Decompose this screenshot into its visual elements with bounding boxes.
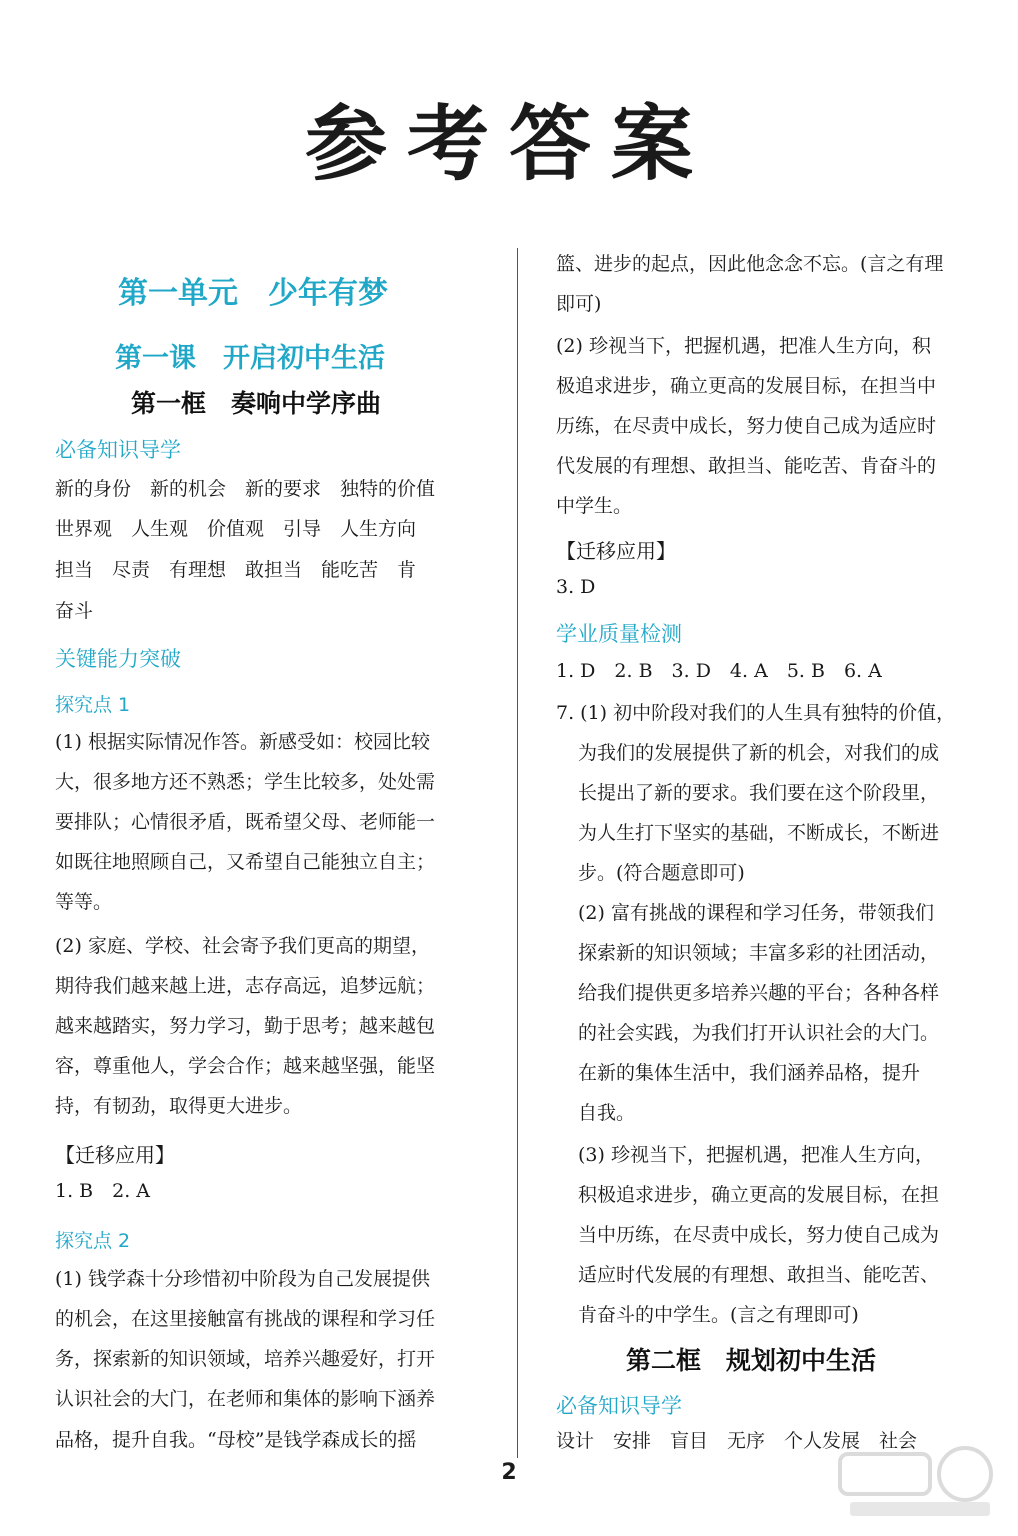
text-line: 新的身份 新的机会 新的要求 独特的价值 bbox=[55, 478, 436, 500]
answer-line: 3. D bbox=[556, 576, 596, 598]
text-line: 为人生打下坚实的基础，不断成长，不断进 bbox=[578, 822, 940, 844]
section-heading: 必备知识导学 bbox=[556, 1394, 682, 1418]
subsection-heading: 探究点 2 bbox=[55, 1230, 131, 1252]
section-heading: 学业质量检测 bbox=[556, 622, 682, 646]
text-line: 大，很多地方还不熟悉；学生比较多，处处需 bbox=[55, 771, 436, 793]
text-line: 务，探索新的知识领域，培养兴趣爱好，打开 bbox=[55, 1348, 436, 1370]
text-line: 等等。 bbox=[55, 891, 113, 913]
section-heading: 必备知识导学 bbox=[55, 438, 181, 462]
text-line: 持，有韧劲，取得更大进步。 bbox=[55, 1095, 303, 1117]
text-line: 中学生。 bbox=[556, 495, 633, 517]
text-line: 代发展的有理想、敢担当、能吃苦、肯奋斗的 bbox=[556, 455, 937, 477]
text-line: 长提出了新的要求。我们要在这个阶段里， bbox=[578, 782, 940, 804]
text-line: 步。(符合题意即可) bbox=[578, 862, 745, 884]
text-line: 给我们提供更多培养兴趣的平台；各种各样 bbox=[578, 982, 940, 1004]
page-number: 2 bbox=[501, 1460, 517, 1485]
subsection-heading: 探究点 1 bbox=[55, 694, 131, 716]
text-line: 的机会，在这里接触富有挑战的课程和学习任 bbox=[55, 1308, 436, 1330]
text-line: 的社会实践，为我们打开认识社会的大门。 bbox=[578, 1022, 940, 1044]
text-line: (3) 珍视当下，把握机遇，把准人生方向， bbox=[578, 1144, 934, 1166]
text-line: 适应时代发展的有理想、敢担当、能吃苦、 bbox=[578, 1264, 940, 1286]
text-line: (2) 家庭、学校、社会寄予我们更高的期望， bbox=[55, 935, 430, 957]
text-line: 品格，提升自我。“母校”是钱学森成长的摇 bbox=[55, 1429, 417, 1451]
frame-heading: 第一框 奏响中学序曲 bbox=[131, 389, 382, 418]
text-line: 即可) bbox=[556, 293, 602, 315]
page-title: 参考答案 bbox=[304, 97, 713, 192]
text-line: 篮、进步的起点，因此他念念不忘。(言之有理 bbox=[556, 253, 944, 275]
text-line: (2) 富有挑战的课程和学习任务，带领我们 bbox=[578, 902, 934, 924]
text-line: (1) 钱学森十分珍惜初中阶段为自己发展提供 bbox=[55, 1268, 430, 1290]
text-line: (2) 珍视当下，把握机遇，把准人生方向，积 bbox=[556, 335, 931, 357]
text-line: 肯奋斗的中学生。(言之有理即可) bbox=[578, 1304, 859, 1326]
text-line: 当中历练，在尽责中成长，努力使自己成为 bbox=[578, 1224, 940, 1246]
text-line: 设计 安排 盲目 无序 个人发展 社会 bbox=[556, 1430, 918, 1452]
transfer-application-label: 【迁移应用】 bbox=[55, 1143, 175, 1167]
lesson-heading: 第一课 开启初中生活 bbox=[115, 343, 385, 374]
text-line: 在新的集体生活中，我们涵养品格，提升 bbox=[578, 1062, 921, 1084]
text-line: 历练，在尽责中成长，努力使自己成为适应时 bbox=[556, 415, 937, 437]
column-divider bbox=[517, 248, 518, 1458]
text-line: 担当 尽责 有理想 敢担当 能吃苦 肯 bbox=[55, 559, 417, 581]
section-heading: 关键能力突破 bbox=[55, 647, 181, 671]
text-line: 7. (1) 初中阶段对我们的人生具有独特的价值， bbox=[556, 702, 956, 724]
text-line: 期待我们越来越上进，志存高远，追梦远航； bbox=[55, 975, 436, 997]
text-line: 容，尊重他人，学会合作；越来越坚强，能坚 bbox=[55, 1055, 436, 1077]
text-line: 认识社会的大门，在老师和集体的影响下涵养 bbox=[55, 1388, 436, 1410]
text-line: 越来越踏实，努力学习，勤于思考；越来越包 bbox=[55, 1015, 436, 1037]
text-line: 奋斗 bbox=[55, 600, 94, 622]
frame-heading: 第二框 规划初中生活 bbox=[626, 1346, 877, 1375]
unit-heading: 第一单元 少年有梦 bbox=[118, 276, 388, 311]
text-line: 积极追求进步，确立更高的发展目标，在担 bbox=[578, 1184, 940, 1206]
watermark-logo-icon bbox=[830, 1442, 1000, 1522]
text-line: (1) 根据实际情况作答。新感受如：校园比较 bbox=[55, 731, 430, 753]
text-line: 为我们的发展提供了新的机会，对我们的成 bbox=[578, 742, 940, 764]
text-line: 自我。 bbox=[578, 1102, 636, 1124]
text-line: 极追求进步，确立更高的发展目标，在担当中 bbox=[556, 375, 937, 397]
text-line: 如既往地照顾自己，又希望自己能独立自主； bbox=[55, 851, 436, 873]
answer-line: 1. B 2. A bbox=[55, 1180, 151, 1202]
text-line: 探索新的知识领域；丰富多彩的社团活动， bbox=[578, 942, 940, 964]
text-line: 世界观 人生观 价值观 引导 人生方向 bbox=[55, 518, 417, 540]
text-line: 要排队；心情很矛盾，既希望父母、老师能一 bbox=[55, 811, 436, 833]
answer-line: 1. D 2. B 3. D 4. A 5. B 6. A bbox=[556, 660, 882, 682]
transfer-application-label: 【迁移应用】 bbox=[556, 539, 676, 563]
